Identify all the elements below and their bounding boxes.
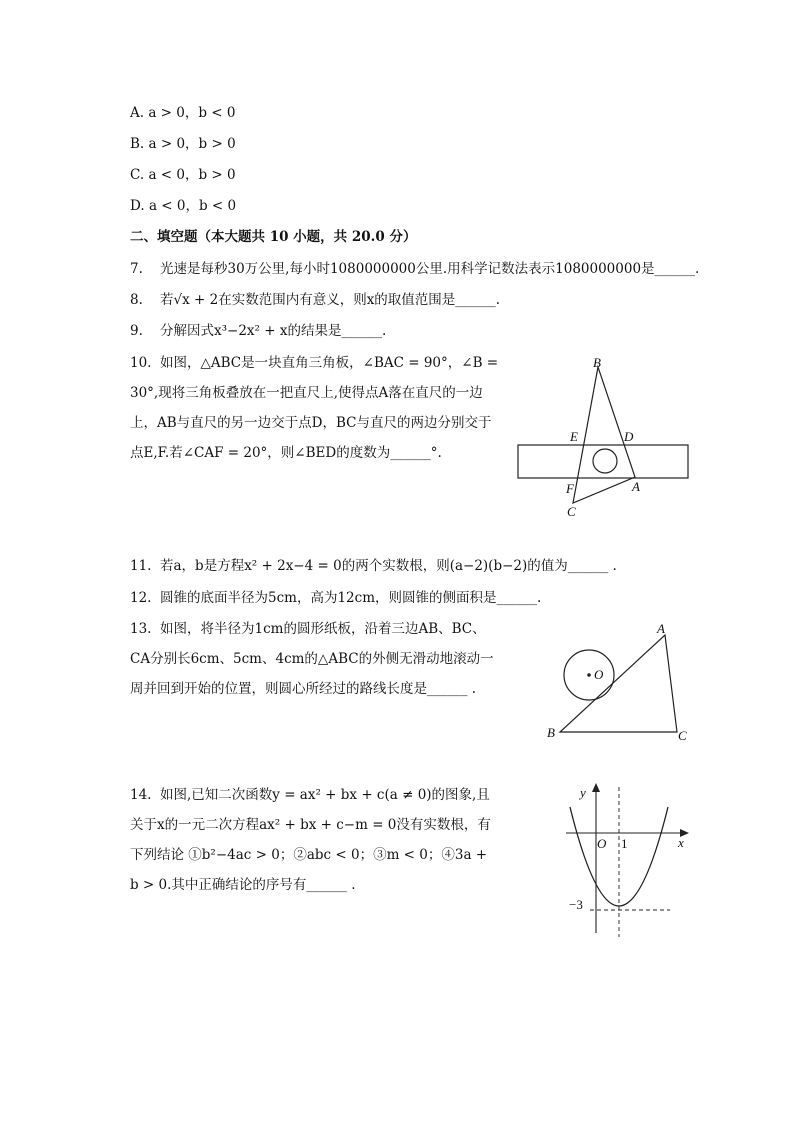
- label-origin: O: [597, 836, 607, 851]
- figure-10-triangle-ruler: [510, 355, 700, 525]
- center-o: [587, 673, 591, 677]
- question-7: 7. 光速是每秒30万公里,每小时1080000000公里.用科学记数法表示1080000000是______.: [130, 261, 700, 277]
- triangle-abc: [560, 635, 677, 732]
- label-d: D: [624, 429, 634, 444]
- figure-13-triangle-circle: [540, 620, 700, 745]
- question-13: 13. 如图，将半径为1cm的圆形纸板，沿着三边AB、BC、CA分别长6cm、5cm、4cm的△ABC的外侧无滑动地滚动一周并回到开始的位置，则圆心所经过的路线长度是______ .: [130, 621, 494, 697]
- label-o: O: [594, 667, 604, 682]
- label-y: y: [580, 785, 586, 800]
- question-8: 8. 若√x + 2在实数范围内有意义，则x的取值范围是______.: [130, 292, 501, 308]
- label-c: C: [678, 728, 687, 743]
- label-c: C: [567, 504, 576, 519]
- question-10: 10. 如图，△ABC是一块直角三角板，∠BAC = 90°，∠B = 30°,现将三角板叠放在一把直尺上,使得点A落在直尺的一边上，AB与直尺的另一边交于点D，BC与直尺的两边分别交于点E,F.若∠CAF = 20°，则∠BED的度数为______°.: [130, 355, 499, 461]
- question-11: 11. 若a，b是方程x² + 2x−4 = 0的两个实数根，则(a−2)(b−2)的值为______ .: [130, 558, 617, 574]
- question-12: 12. 圆锥的底面半径为5cm，高为12cm，则圆锥的侧面积是______.: [130, 590, 542, 606]
- question-9: 9. 分解因式x³−2x² + x的结果是______.: [130, 323, 387, 339]
- label-e: E: [570, 429, 578, 444]
- label-a: A: [657, 621, 665, 636]
- option-b: B. a > 0，b > 0: [130, 136, 236, 152]
- option-c: C. a < 0，b > 0: [130, 167, 236, 183]
- figure-14-parabola: [560, 775, 710, 940]
- label-f: F: [566, 481, 574, 496]
- question-14: 14. 如图,已知二次函数y = ax² + bx + c(a ≠ 0)的图象,且关于x的一元二次方程ax² + bx + c−m = 0没有实数根，有下列结论 ①b²−4ac > 0；②abc < 0；③m < 0；④3a + b > 0.其中正确结论的序号有______ .: [130, 787, 491, 893]
- y-axis-arrow: [592, 783, 600, 792]
- label-one: 1: [621, 836, 628, 851]
- label-x: x: [678, 835, 684, 850]
- ruler-hole: [593, 449, 617, 473]
- parabola-curve: [570, 807, 668, 906]
- section-heading: 二、填空题（本大题共 10 小题，共 20.0 分）: [130, 229, 417, 245]
- label-b: B: [547, 725, 555, 740]
- label-b: B: [593, 355, 601, 370]
- option-d: D. a < 0，b < 0: [130, 198, 237, 214]
- label-a: A: [632, 479, 640, 494]
- label-minus-three: −3: [569, 897, 583, 912]
- option-a: A. a > 0，b < 0: [130, 105, 236, 121]
